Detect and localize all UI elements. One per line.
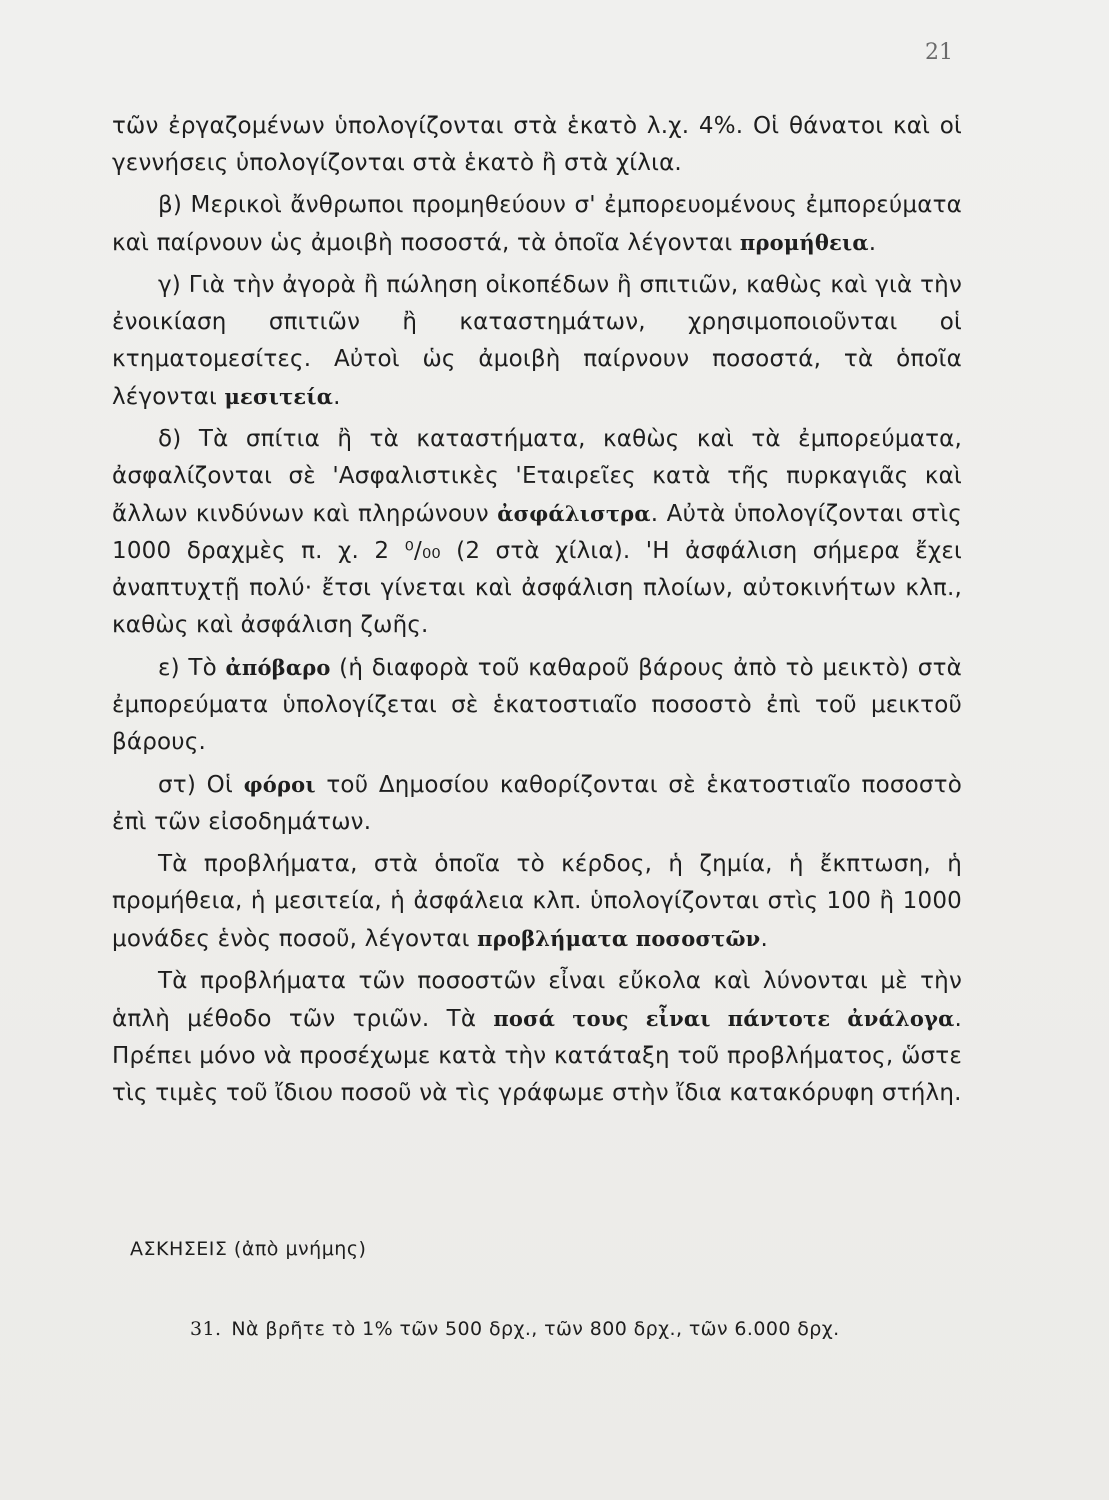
paragraph-mortality-births xyxy=(112,108,962,182)
paragraph-text: ε) Τὸ xyxy=(158,655,226,681)
paragraph-text: (ἡ διαφορὰ τοῦ καθαροῦ βάρους ἀπὸ τὸ μεικτὸ) στὰ ἐμπορεύματα ὑπολογίζεται σὲ ἑκατοστιαῖο ποσοστὸ ἐπὶ τοῦ μεικτοῦ βάρους. xyxy=(112,655,962,755)
exercise-text: Νὰ βρῆτε τὸ 1% τῶν 500 δρχ., τῶν 800 δρχ., τῶν 6.000 δρχ. xyxy=(231,1318,840,1340)
paragraph-text: τοῦ Δημοσίου καθορίζονται σὲ ἑκατοστιαῖο ποσοστὸ ἐπὶ τῶν εἰσοδημάτων. xyxy=(112,772,962,835)
paragraph-insurance xyxy=(112,421,962,644)
paragraph-percentage-problems xyxy=(112,846,962,958)
exercise-item xyxy=(190,1318,950,1340)
paragraph-text: Τὰ προβλήματα τῶν ποσοστῶν εἶναι εὔκολα καὶ λύνονται μὲ τὴν ἁπλὴ μέθοδο τῶν τριῶν. Τὰ xyxy=(112,968,962,1032)
paragraph-text: . xyxy=(333,384,341,410)
paragraph-taxes xyxy=(112,766,962,841)
exercises-heading: ΑΣΚΗΣΕΙΣ (ἀπὸ μνήμης) xyxy=(130,1238,367,1260)
paragraph-text: . Αὐτὰ ὑπολογίζονται στὶς 1000 δραχμὲς π. χ. 2 ⁰/₀₀ (2 στὰ χίλια). 'Η ἀσφάλιση σήμερα ἔχει ἀναπτυχτῇ πολύ· ἔτσι γίνεται καὶ ἀσφάλιση πλοίων, αὐτοκινήτων κλπ., καθὼς καὶ ἀσφάλιση ζωῆς. xyxy=(112,501,962,638)
term-brokerage: μεσιτεία xyxy=(224,384,334,409)
page-number: 21 xyxy=(925,40,953,65)
paragraph-text: στ) Οἱ xyxy=(158,772,244,798)
paragraph-text: β) Μερικοὶ ἄνθρωποι προμηθεύουν σ' ἐμπορευομένους ἐμπορεύματα καὶ παίρνουν ὡς ἀμοιβὴ ποσοστά, τὰ ὁποῖα λέγονται xyxy=(112,192,962,256)
term-tare: ἀπόβαρο xyxy=(225,655,331,680)
exercise-number: 31. xyxy=(190,1318,222,1340)
paragraph-text: δ) Τὰ σπίτια ἢ τὰ καταστήματα, καθὼς καὶ τὰ ἐμπορεύματα, ἀσφαλίζονται σὲ 'Ασφαλιστικὲς 'Εταιρεῖες κατὰ τῆς πυρκαγιᾶς καὶ ἄλλων κινδύνων καὶ πληρώνουν xyxy=(112,426,962,527)
term-insurance-premiums: ἀσφάλιστρα xyxy=(497,501,651,526)
term-percentage-problems: προβλήματα ποσοστῶν xyxy=(477,926,761,951)
paragraph-text: γ) Γιὰ τὴν ἀγορὰ ἢ πώληση οἰκοπέδων ἢ σπιτιῶν, καθὼς καὶ γιὰ τὴν ἐνοικίαση σπιτιῶν ἢ καταστημάτων, χρησιμοποιοῦνται οἱ κτηματομεσίτες. Αὐτοὶ ὡς ἀμοιβὴ παίρνουν ποσοστά, τὰ ὁποῖα λέγονται xyxy=(112,272,962,410)
paragraph-text: . Πρέπει μόνο νὰ προσέχωμε κατὰ τὴν κατάταξη τοῦ προβλήματος, ὥστε τὶς τιμὲς τοῦ ἴδιου ποσοῦ νὰ τὶς γράφωμε στὴν ἴδια κατακόρυφη στήλη. xyxy=(112,1006,962,1106)
term-taxes: φόροι xyxy=(243,772,316,797)
body-text xyxy=(112,108,962,1117)
paragraph-rule-of-three xyxy=(112,963,962,1112)
paragraph-commission xyxy=(112,187,962,262)
term-proportional: ποσά τους εἶναι πάντοτε ἀνάλογα xyxy=(493,1006,955,1031)
paragraph-tare xyxy=(112,649,962,761)
paragraph-text: . xyxy=(760,926,768,952)
paragraph-text: . xyxy=(868,230,877,256)
paragraph-brokerage xyxy=(112,267,962,416)
paragraph-text: τῶν ἐργαζομένων ὑπολογίζονται στὰ ἑκατὸ λ.χ. 4%. Οἱ θάνατοι καὶ οἱ γεννήσεις ὑπολογίζονται στὰ ἑκατὸ ἢ στὰ χίλια. xyxy=(112,113,962,176)
term-commission: προμήθεια xyxy=(739,230,869,255)
paragraph-text: Τὰ προβλήματα, στὰ ὁποῖα τὸ κέρδος, ἡ ζημία, ἡ ἔκπτωση, ἡ προμήθεια, ἡ μεσιτεία, ἡ ἀσφάλεια κλπ. ὑπολογίζονται στὶς 100 ἢ 1000 μονάδες ἑνὸς ποσοῦ, λέγονται xyxy=(112,851,962,952)
